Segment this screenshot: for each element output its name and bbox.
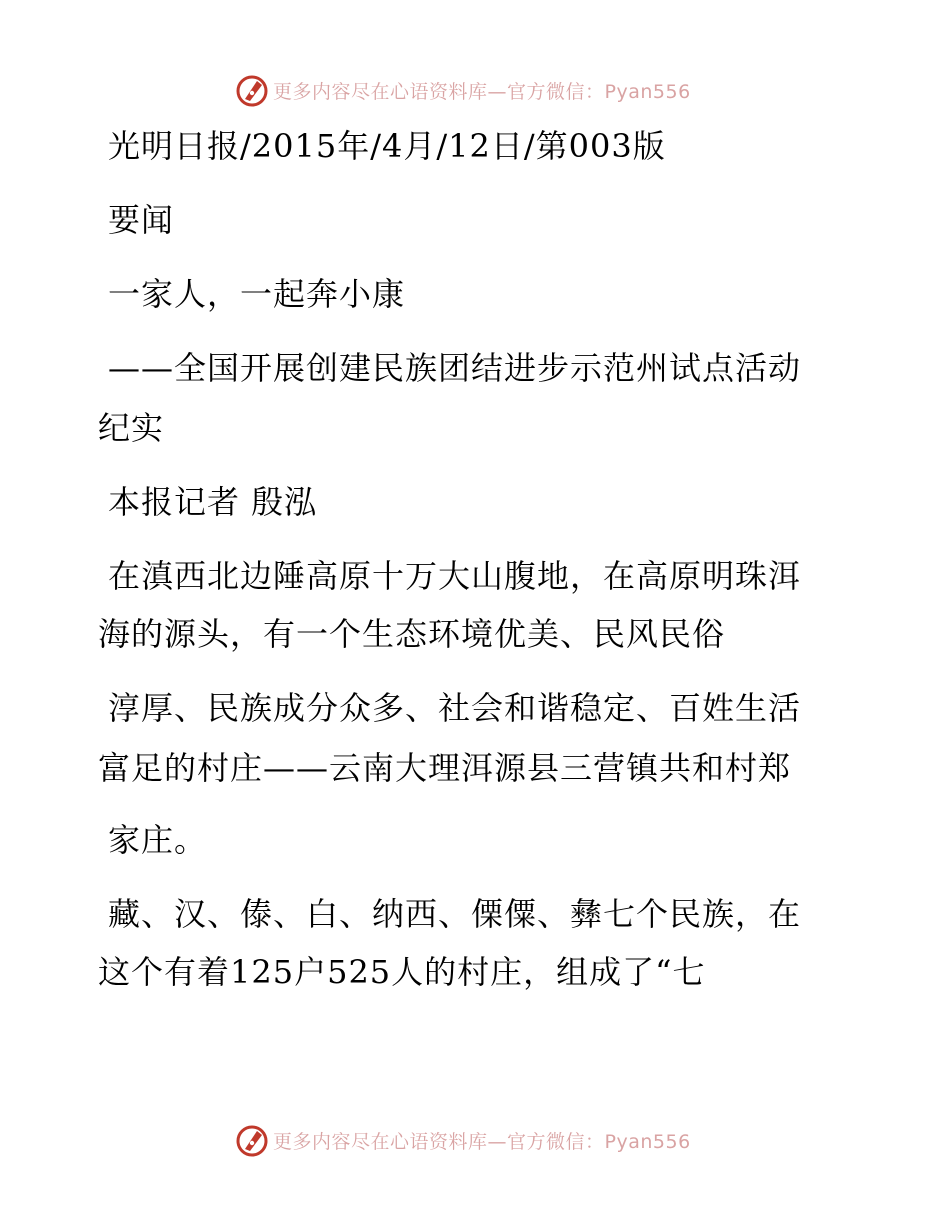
watermark-top [235,72,691,108]
body-line: 藏、汉、傣、白、纳西、傈僳、彝七个民族，在 [108,895,802,933]
body-line: 海的源头，有一个生态环境优美、民风民俗 [98,615,726,653]
source-line: 光明日报/2015年/4月/12日/第003版 [108,127,666,165]
article-subtitle-line-2: 纪实 [98,409,165,447]
watermark-text: 更多内容尽在心语资料库—官方微信：Pyan556 [273,1130,691,1153]
watermark-bottom [235,1122,691,1158]
body-line: 这个有着125户525人的村庄，组成了“七 [98,953,706,991]
body-line: 家庄。 [108,821,208,859]
byline: 本报记者 殷泓 [108,483,318,521]
watermark-text: 更多内容尽在心语资料库—官方微信：Pyan556 [273,80,691,103]
section-label: 要闻 [108,201,175,239]
article-subtitle-line-1: ——全国开展创建民族团结进步示范州试点活动 [108,349,802,387]
body-line: 淳厚、民族成分众多、社会和谐稳定、百姓生活 [108,689,802,727]
body-line: 在滇西北边陲高原十万大山腹地，在高原明珠洱 [108,557,802,595]
article-title: 一家人，一起奔小康 [108,275,406,313]
pen-nib-logo-icon [235,73,269,107]
body-line: 富足的村庄——云南大理洱源县三营镇共和村郑 [98,749,792,787]
pen-nib-logo-icon [235,1123,269,1157]
